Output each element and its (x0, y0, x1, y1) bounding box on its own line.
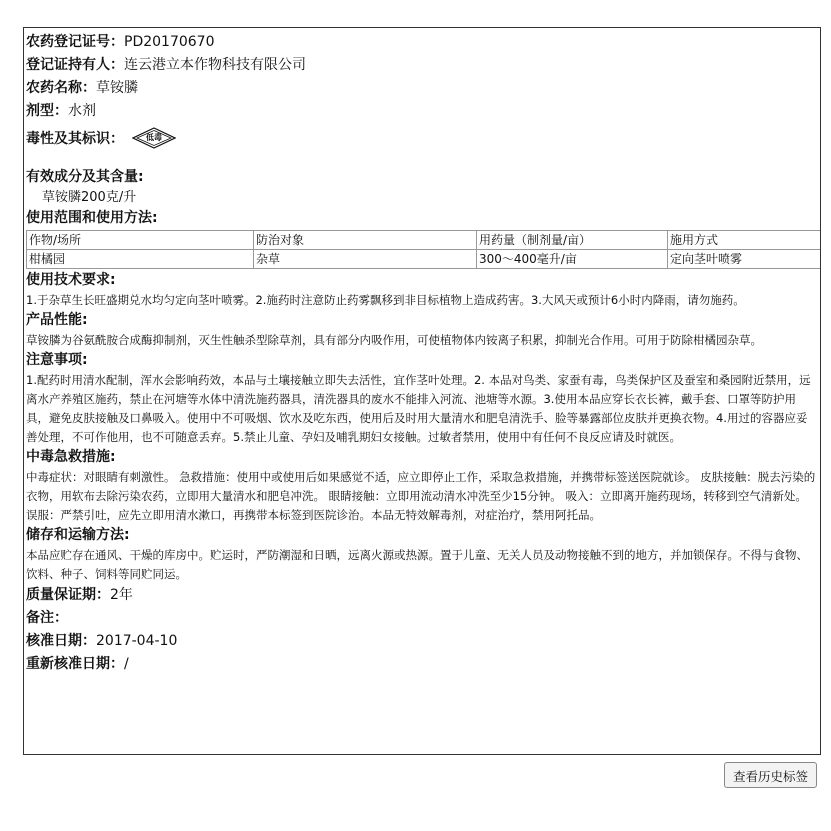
approval-date-label: 核准日期： (26, 633, 96, 649)
usage-table (26, 230, 821, 269)
table-row (27, 250, 822, 269)
storage-text: 本品应贮存在通风、干燥的库房中。贮运时，严防潮湿和日晒，远离火源或热源。置于儿童、无关人员及动物接触不到的地方，并加锁保存。不得与食物、饮料、种子、饲料等同贮同运。 (26, 548, 808, 581)
reapproval-date-label: 重新核准日期： (26, 656, 124, 672)
tech-requirements-heading: 使用技术要求: (26, 272, 116, 288)
approval-date-row (26, 630, 818, 653)
label-document (23, 27, 821, 755)
toxicity-row (26, 123, 818, 153)
usage-header-method: 施用方式 (668, 231, 822, 250)
shelf-life-label: 质量保证期： (26, 587, 110, 603)
usage-cell-crop: 柑橘园 (27, 250, 254, 269)
usage-cell-target: 杂草 (254, 250, 477, 269)
first-aid-text: 中毒症状：对眼睛有刺激性。 急救措施：使用中或使用后如果感觉不适，应立即停止工作，采取急救措施，并携带标签送医院就诊。 皮肤接触：脱去污染的衣物，用软布去除污染农药，立即用大量清水和肥皂冲洗。 眼睛接触：立即用流动清水冲洗至少15分钟。 吸入：立即离开施药现场，转移到空气清新处。 误服：严禁引吐，应先立即用清水漱口，再携带本标签到医院诊治。本品无特效解毒剂，对症治疗，禁用阿托品。 (26, 470, 816, 522)
name-label: 农药名称： (26, 80, 96, 96)
usage-header-target: 防治对象 (254, 231, 477, 250)
storage-heading: 储存和运输方法: (26, 527, 130, 543)
low-toxicity-diamond-icon (132, 127, 176, 149)
first-aid-heading: 中毒急救措施: (26, 449, 116, 465)
usage-header-crop: 作物/场所 (27, 231, 254, 250)
toxicity-label: 毒性及其标识： (26, 131, 124, 147)
form-row (26, 100, 818, 123)
remarks-label: 备注： (26, 610, 68, 626)
holder-row (26, 54, 818, 77)
toxicity-badge-text: 低毒 (146, 133, 162, 142)
tech-requirements-text: 1.于杂草生长旺盛期兑水均匀定向茎叶喷雾。2.施药时注意防止药雾飘移到非目标植物上造成药害。3.大风天或预计6小时内降雨，请勿施药。 (26, 293, 745, 307)
performance-heading: 产品性能: (26, 312, 88, 328)
ingredients-value: 草铵膦200克/升 (42, 190, 137, 205)
reg-no-label: 农药登记证号： (26, 34, 124, 50)
shelf-life-value: 2年 (110, 587, 133, 603)
reapproval-date-value: / (124, 656, 129, 672)
precautions-text: 1.配药时用清水配制，浑水会影响药效，本品与土壤接触立即失去活性，宜作茎叶处理。2. 本品对鸟类、家蚕有毒，鸟类保护区及蚕室和桑园附近禁用，远离水产养殖区施药，禁止在河塘等水体中清洗施药器具，清洗器具的废水不能排入河流、池塘等水源。3.使用本品应穿长衣长裤，戴手套、口罩等防护用具，避免皮肤接触及口鼻吸入。使用中不可吸烟、饮水及吃东西，使用后及时用大量清水和肥皂清洗手、脸等暴露部位皮肤并更换衣物。4.用过的容器应妥善处理，不可作他用，也不可随意丢弃。5.禁止儿童、孕妇及哺乳期妇女接触。过敏者禁用，使用中有任何不良反应请及时就医。 (26, 373, 811, 444)
holder-label: 登记证持有人： (26, 57, 124, 73)
reapproval-date-row (26, 653, 818, 676)
view-history-labels-button[interactable]: 查看历史标签 (724, 762, 817, 788)
usage-table-header-row (27, 231, 822, 250)
usage-cell-dosage: 300～400毫升/亩 (477, 250, 668, 269)
reg-no-row (26, 31, 818, 54)
ingredients-heading: 有效成分及其含量: (26, 169, 144, 185)
name-row (26, 77, 818, 100)
usage-cell-method: 定向茎叶喷雾 (668, 250, 822, 269)
usage-heading: 使用范围和使用方法: (26, 210, 158, 226)
usage-header-dosage: 用药量（制剂量/亩） (477, 231, 668, 250)
form-label: 剂型： (26, 103, 68, 119)
approval-date-value: 2017-04-10 (96, 633, 178, 649)
precautions-heading: 注意事项: (26, 352, 88, 368)
shelf-life-row (26, 584, 818, 607)
form-value: 水剂 (68, 103, 96, 119)
performance-text: 草铵膦为谷氨酰胺合成酶抑制剂，灭生性触杀型除草剂，具有部分内吸作用，可使植物体内铵离子积累，抑制光合作用。可用于防除柑橘园杂草。 (26, 333, 762, 347)
remarks-row (26, 607, 818, 630)
reg-no-value: PD20170670 (124, 34, 215, 50)
holder-value: 连云港立本作物科技有限公司 (124, 57, 306, 73)
name-value: 草铵膦 (96, 80, 138, 96)
